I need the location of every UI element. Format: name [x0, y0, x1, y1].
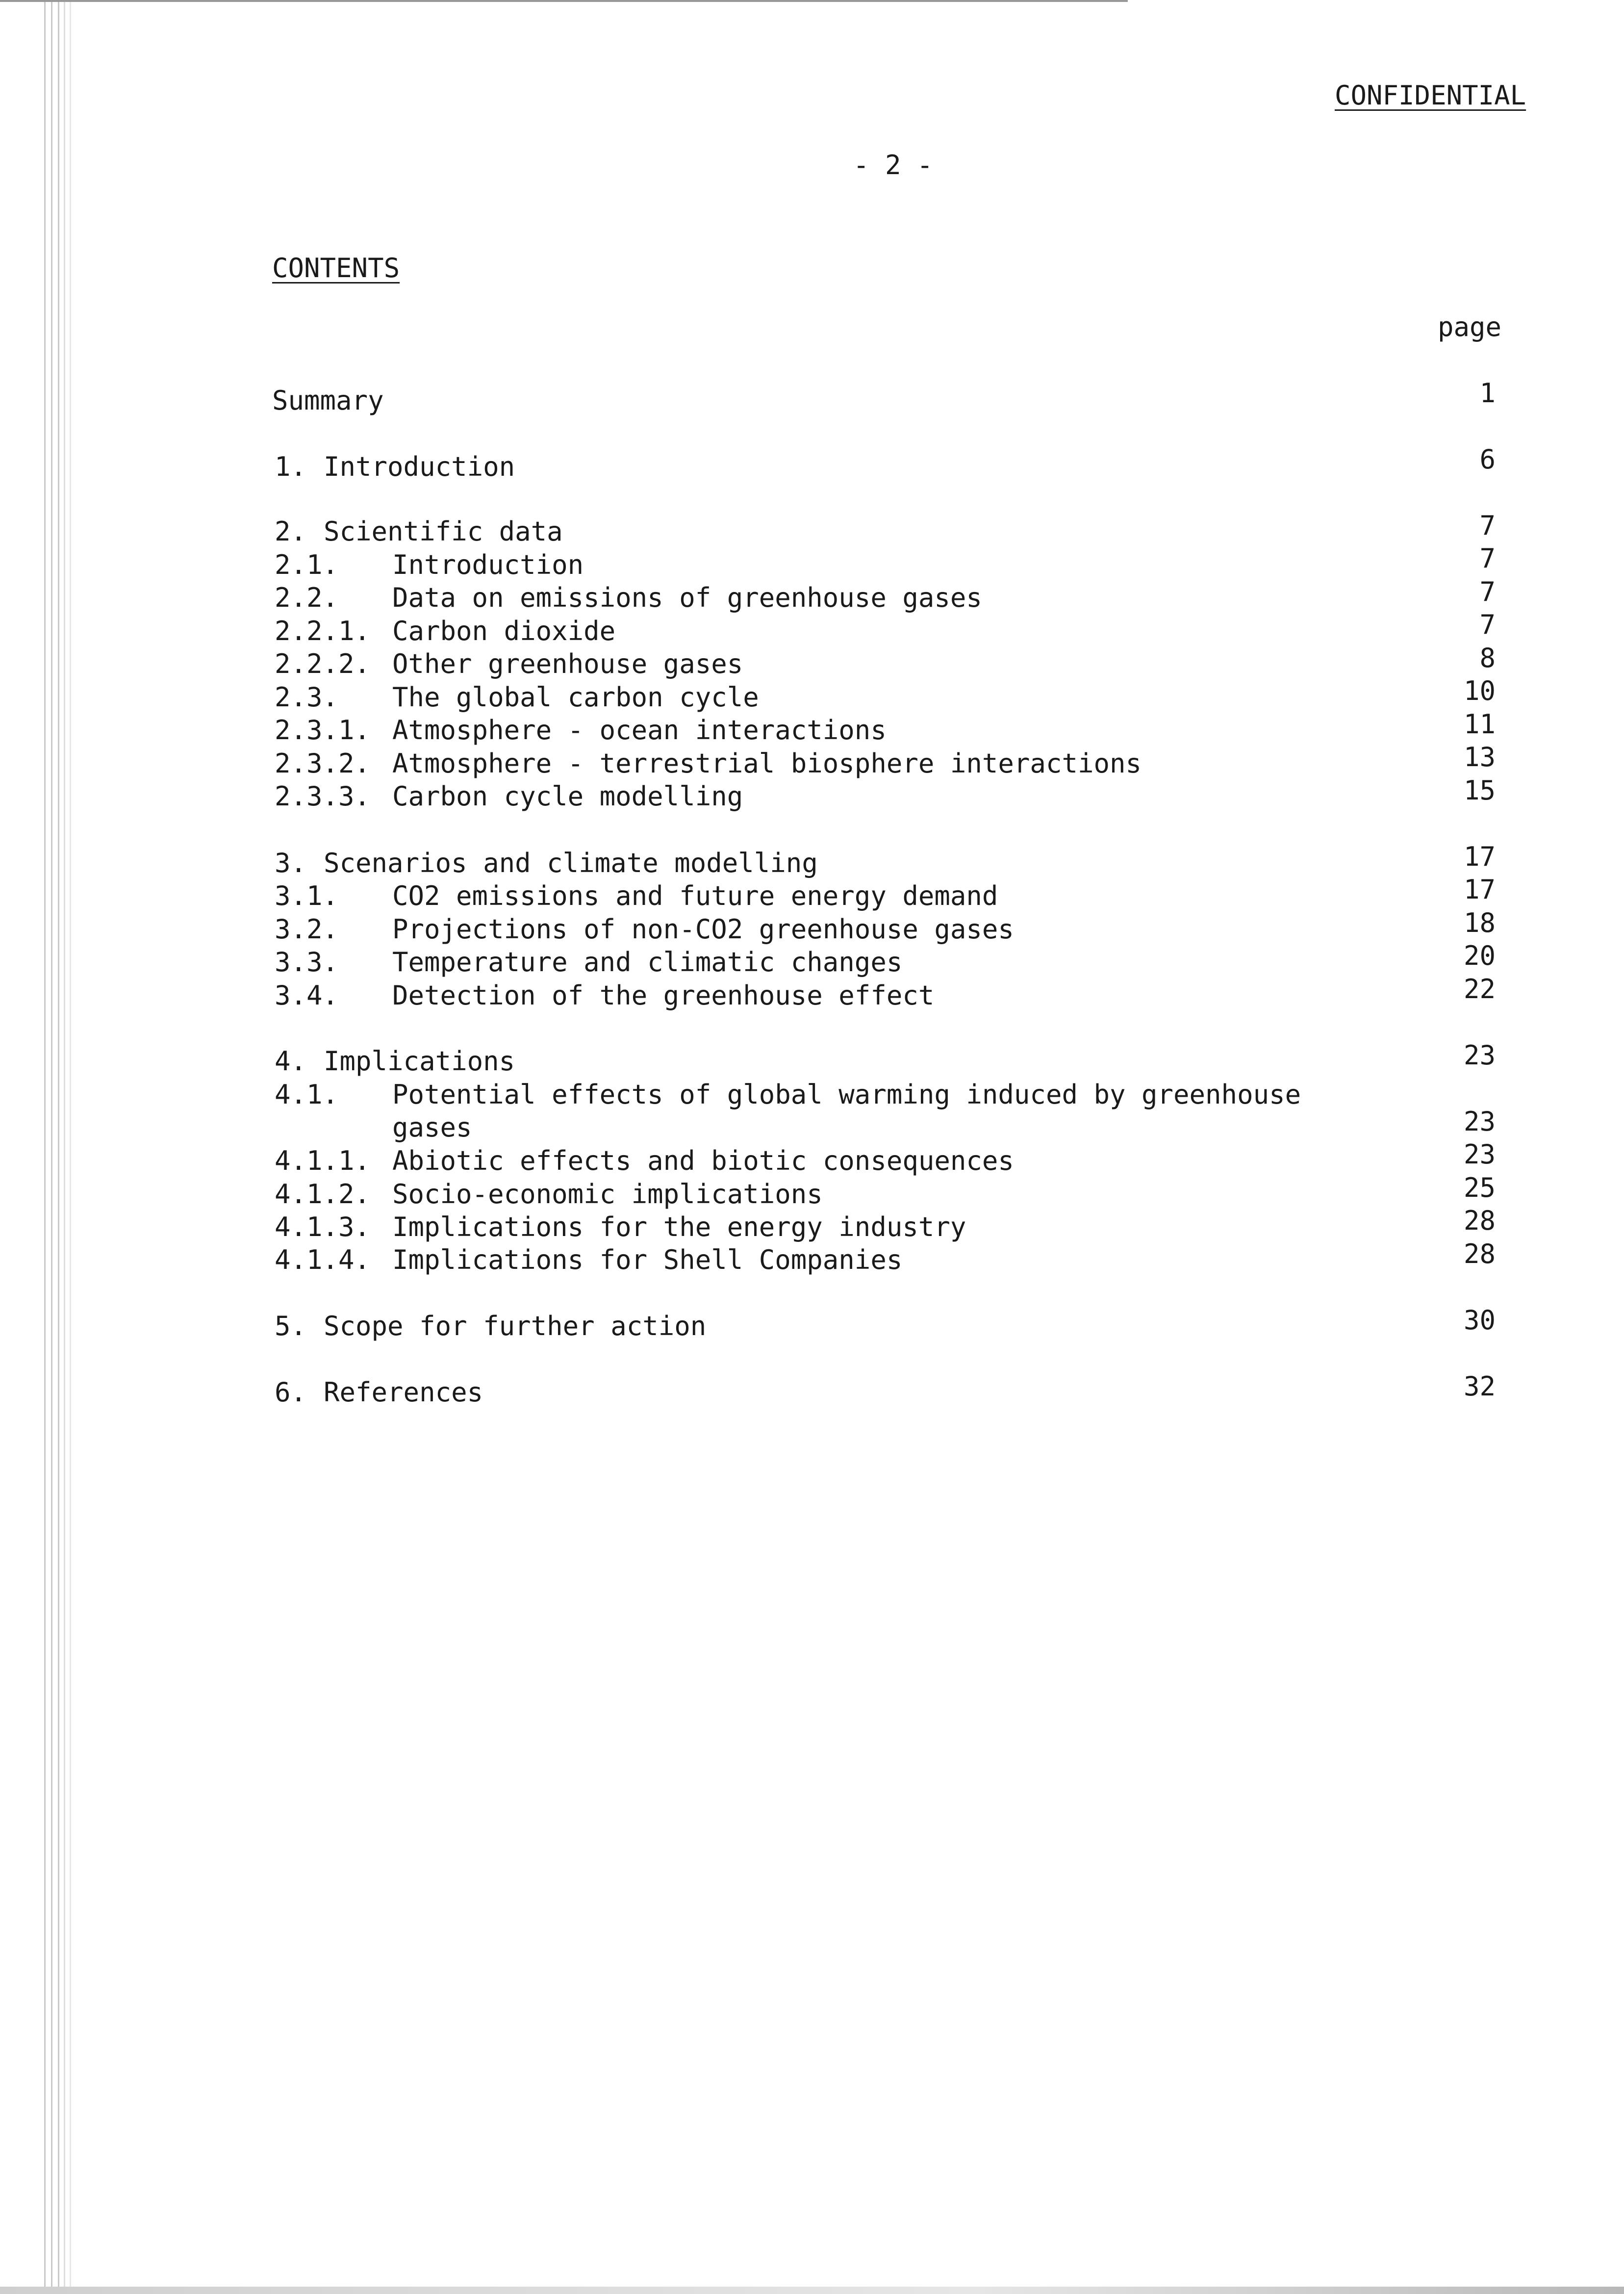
toc-entry-title: Implications for Shell Companies — [392, 1244, 903, 1275]
toc-entry-number: 2.3. — [275, 682, 339, 713]
toc-entry-title: Detection of the greenhouse effect — [392, 980, 935, 1011]
toc-entry-title: CO2 emissions and future energy demand — [392, 880, 998, 911]
toc-entry-page: 10 — [1463, 675, 1496, 706]
toc-entry-page: 23 — [1463, 1040, 1496, 1071]
toc-entry-page: 23 — [1463, 1139, 1496, 1170]
toc-entry-title: Carbon cycle modelling — [392, 781, 743, 812]
toc-entry-title: Introduction — [392, 549, 584, 580]
toc-entry-title: Implications — [324, 1046, 515, 1077]
toc-entry-page: 20 — [1463, 940, 1496, 971]
toc-entry-number: 2.2.1. — [275, 616, 371, 646]
toc-entry-number: 3. — [275, 848, 307, 878]
toc-entry-number: 4.1.3. — [275, 1211, 371, 1242]
toc-entry-number: 2.2.2. — [275, 648, 371, 679]
toc-entry-number: 5. — [275, 1311, 307, 1341]
toc-entry-page: 8 — [1479, 643, 1496, 673]
toc-entry-page: 11 — [1463, 709, 1496, 740]
toc-entry-title: Data on emissions of greenhouse gases — [392, 582, 982, 613]
toc-entry-title: Scope for further action — [324, 1311, 707, 1341]
contents-heading: CONTENTS — [272, 253, 400, 284]
toc-entry-page: 25 — [1463, 1172, 1496, 1203]
toc-entry-page: 32 — [1463, 1371, 1496, 1402]
bottom-edge-strip — [0, 2287, 1624, 2294]
toc-entry-page: 7 — [1479, 576, 1496, 607]
toc-entry-title: Other greenhouse gases — [392, 648, 743, 679]
toc-entry-number: 2.3.1. — [275, 715, 371, 746]
toc-entry-title: Introduction — [324, 451, 515, 482]
top-edge-line — [0, 0, 1128, 2]
toc-entry-page: 7 — [1479, 609, 1496, 640]
binding-edge — [0, 0, 78, 2294]
toc-entry-number: 3.1. — [275, 880, 339, 911]
confidential-label: CONFIDENTIAL — [1335, 80, 1526, 111]
toc-entry-page: 13 — [1463, 742, 1496, 773]
toc-entry-title-continued: gases — [392, 1112, 472, 1143]
page-number: - 2 - — [853, 150, 933, 180]
toc-entry-title: Summary — [272, 385, 384, 416]
toc-entry-number: 3.4. — [275, 980, 339, 1011]
toc-entry-number: 6. — [275, 1377, 307, 1408]
toc-entry-number: 2.3.3. — [275, 781, 371, 812]
toc-entry-title: Socio-economic implications — [392, 1179, 823, 1210]
toc-entry-title: Temperature and climatic changes — [392, 947, 903, 978]
toc-entry-number: 2.2. — [275, 582, 339, 613]
toc-entry-title: Scientific data — [324, 516, 563, 547]
toc-entry-number: 1. — [275, 451, 307, 482]
toc-entry-number: 2.1. — [275, 549, 339, 580]
toc-entry-number: 4.1. — [275, 1079, 339, 1110]
toc-entry-title: Atmosphere - terrestrial biosphere interactions — [392, 748, 1142, 779]
toc-entry-title: Abiotic effects and biotic consequences — [392, 1145, 1014, 1176]
toc-entry-number: 2. — [275, 516, 307, 547]
toc-entry-page: 1 — [1479, 378, 1496, 409]
toc-entry-title: Carbon dioxide — [392, 616, 616, 646]
toc-entry-page: 28 — [1463, 1238, 1496, 1269]
toc-entry-title: Projections of non-CO2 greenhouse gases — [392, 914, 1014, 945]
toc-entry-title: Potential effects of global warming induced by greenhouse — [392, 1079, 1301, 1110]
toc-entry-page: 6 — [1479, 444, 1496, 475]
toc-entry-number: 2.3.2. — [275, 748, 371, 779]
toc-entry-number: 4.1.2. — [275, 1179, 371, 1210]
toc-entry-page: 18 — [1463, 907, 1496, 938]
toc-entry-number: 4.1.4. — [275, 1244, 371, 1275]
toc-entry-title: Implications for the energy industry — [392, 1211, 966, 1242]
toc-entry-title: References — [324, 1377, 483, 1408]
toc-entry-page: 30 — [1463, 1305, 1496, 1336]
toc-entry-page: 22 — [1463, 974, 1496, 1005]
toc-entry-page: 23 — [1463, 1106, 1496, 1137]
toc-entry-number: 3.3. — [275, 947, 339, 978]
toc-entry-page: 28 — [1463, 1205, 1496, 1236]
toc-entry-title: Atmosphere - ocean interactions — [392, 715, 887, 746]
toc-entry-page: 7 — [1479, 510, 1496, 541]
toc-entry-page: 17 — [1463, 874, 1496, 905]
page-column-heading: page — [1438, 311, 1502, 342]
toc-entry-page: 17 — [1463, 841, 1496, 872]
toc-entry-title: Scenarios and climate modelling — [324, 848, 818, 878]
toc-entry-title: The global carbon cycle — [392, 682, 759, 713]
toc-entry-page: 15 — [1463, 775, 1496, 806]
toc-entry-number: 4. — [275, 1046, 307, 1077]
toc-entry-page: 7 — [1479, 543, 1496, 574]
toc-entry-number: 4.1.1. — [275, 1145, 371, 1176]
toc-entry-number: 3.2. — [275, 914, 339, 945]
